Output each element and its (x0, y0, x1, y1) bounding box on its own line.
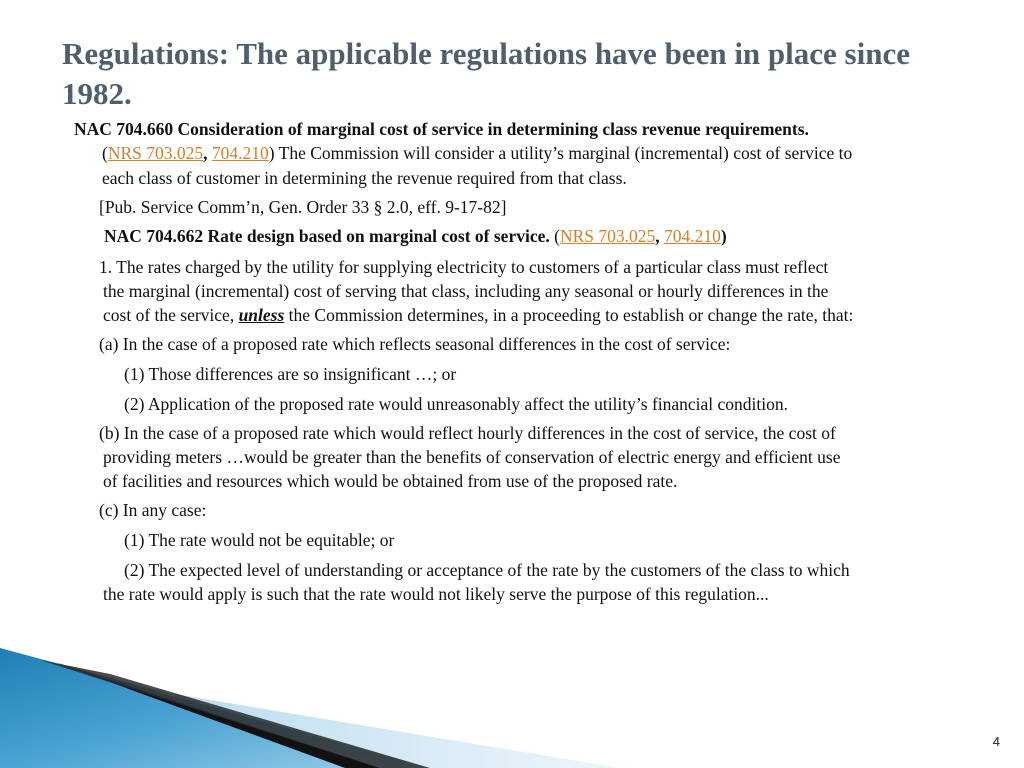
clause-c2-line1: (2) The expected level of understanding or acceptance of the rate by the customers of the class to which (124, 560, 850, 580)
open-paren: ( (102, 143, 108, 163)
nac-704-660-text: ) The Commission will consider a utility’s marginal (incremental) cost of service to (268, 143, 853, 163)
clause-c2-line2: the rate would apply is such that the rate would not likely serve the purpose of this regulation... (103, 584, 769, 604)
link-nrs-703-025[interactable]: NRS 703.025 (107, 143, 204, 163)
rule-1-line3-post: the Commission determines, in a proceeding to establish or change the rate, that: (284, 305, 854, 325)
nac-704-660-line2 (102, 142, 852, 164)
clause-a1: (1) Those differences are so insignificant …; or (124, 364, 457, 384)
nac-704-660-heading: NAC 704.660 Consideration of marginal cost of service in determining class revenue requirements. (74, 119, 809, 139)
clause-a: (a) In the case of a proposed rate which reflects seasonal differences in the cost of service: (99, 334, 731, 354)
nac-704-662-heading: NAC 704.662 Rate design based on marginal cost of service. (104, 226, 550, 246)
clause-b-line2: providing meters …would be greater than the benefits of conservation of electric energy and efficient use (103, 447, 841, 467)
link-nrs-703-025-b[interactable]: NRS 703.025 (559, 226, 656, 246)
rule-1-line3 (103, 304, 853, 326)
nac-704-662-heading-line (104, 225, 727, 247)
unless-emphasis: unless (238, 305, 285, 325)
slide-title: Regulations: The applicable regulations have been in place since 1982. (62, 36, 910, 111)
rule-1-line3-pre: cost of the service, (103, 305, 239, 325)
decorative-swoosh (0, 640, 1024, 768)
clause-b-line3: of facilities and resources which would be obtained from use of the proposed rate. (103, 471, 678, 491)
rule-1-line1: 1. The rates charged by the utility for supplying electricity to customers of a particular class must reflect (99, 257, 829, 277)
comma: , (655, 226, 660, 246)
link-704-210-b[interactable]: 704.210 (663, 226, 721, 246)
clause-c1: (1) The rate would not be equitable; or (124, 530, 395, 550)
rule-1-line2: the marginal (incremental) cost of serving that class, including any seasonal or hourly differences in the (103, 281, 829, 301)
clause-b-line1: (b) In the case of a proposed rate which would reflect hourly differences in the cost of service, the cost of (99, 423, 836, 443)
page-number: 4 (992, 734, 1000, 749)
link-704-210[interactable]: 704.210 (211, 143, 269, 163)
comma: , (203, 143, 208, 163)
clause-a2: (2) Application of the proposed rate would unreasonably affect the utility’s financial condition. (124, 394, 789, 414)
clause-c: (c) In any case: (99, 500, 207, 520)
close-paren: ) (720, 226, 727, 246)
open-paren: ( (549, 226, 560, 246)
nac-704-660-line3: each class of customer in determining the revenue required from that class. (102, 168, 627, 188)
pub-citation: [Pub. Service Comm’n, Gen. Order 33 § 2.0, eff. 9-17-82] (99, 197, 507, 217)
